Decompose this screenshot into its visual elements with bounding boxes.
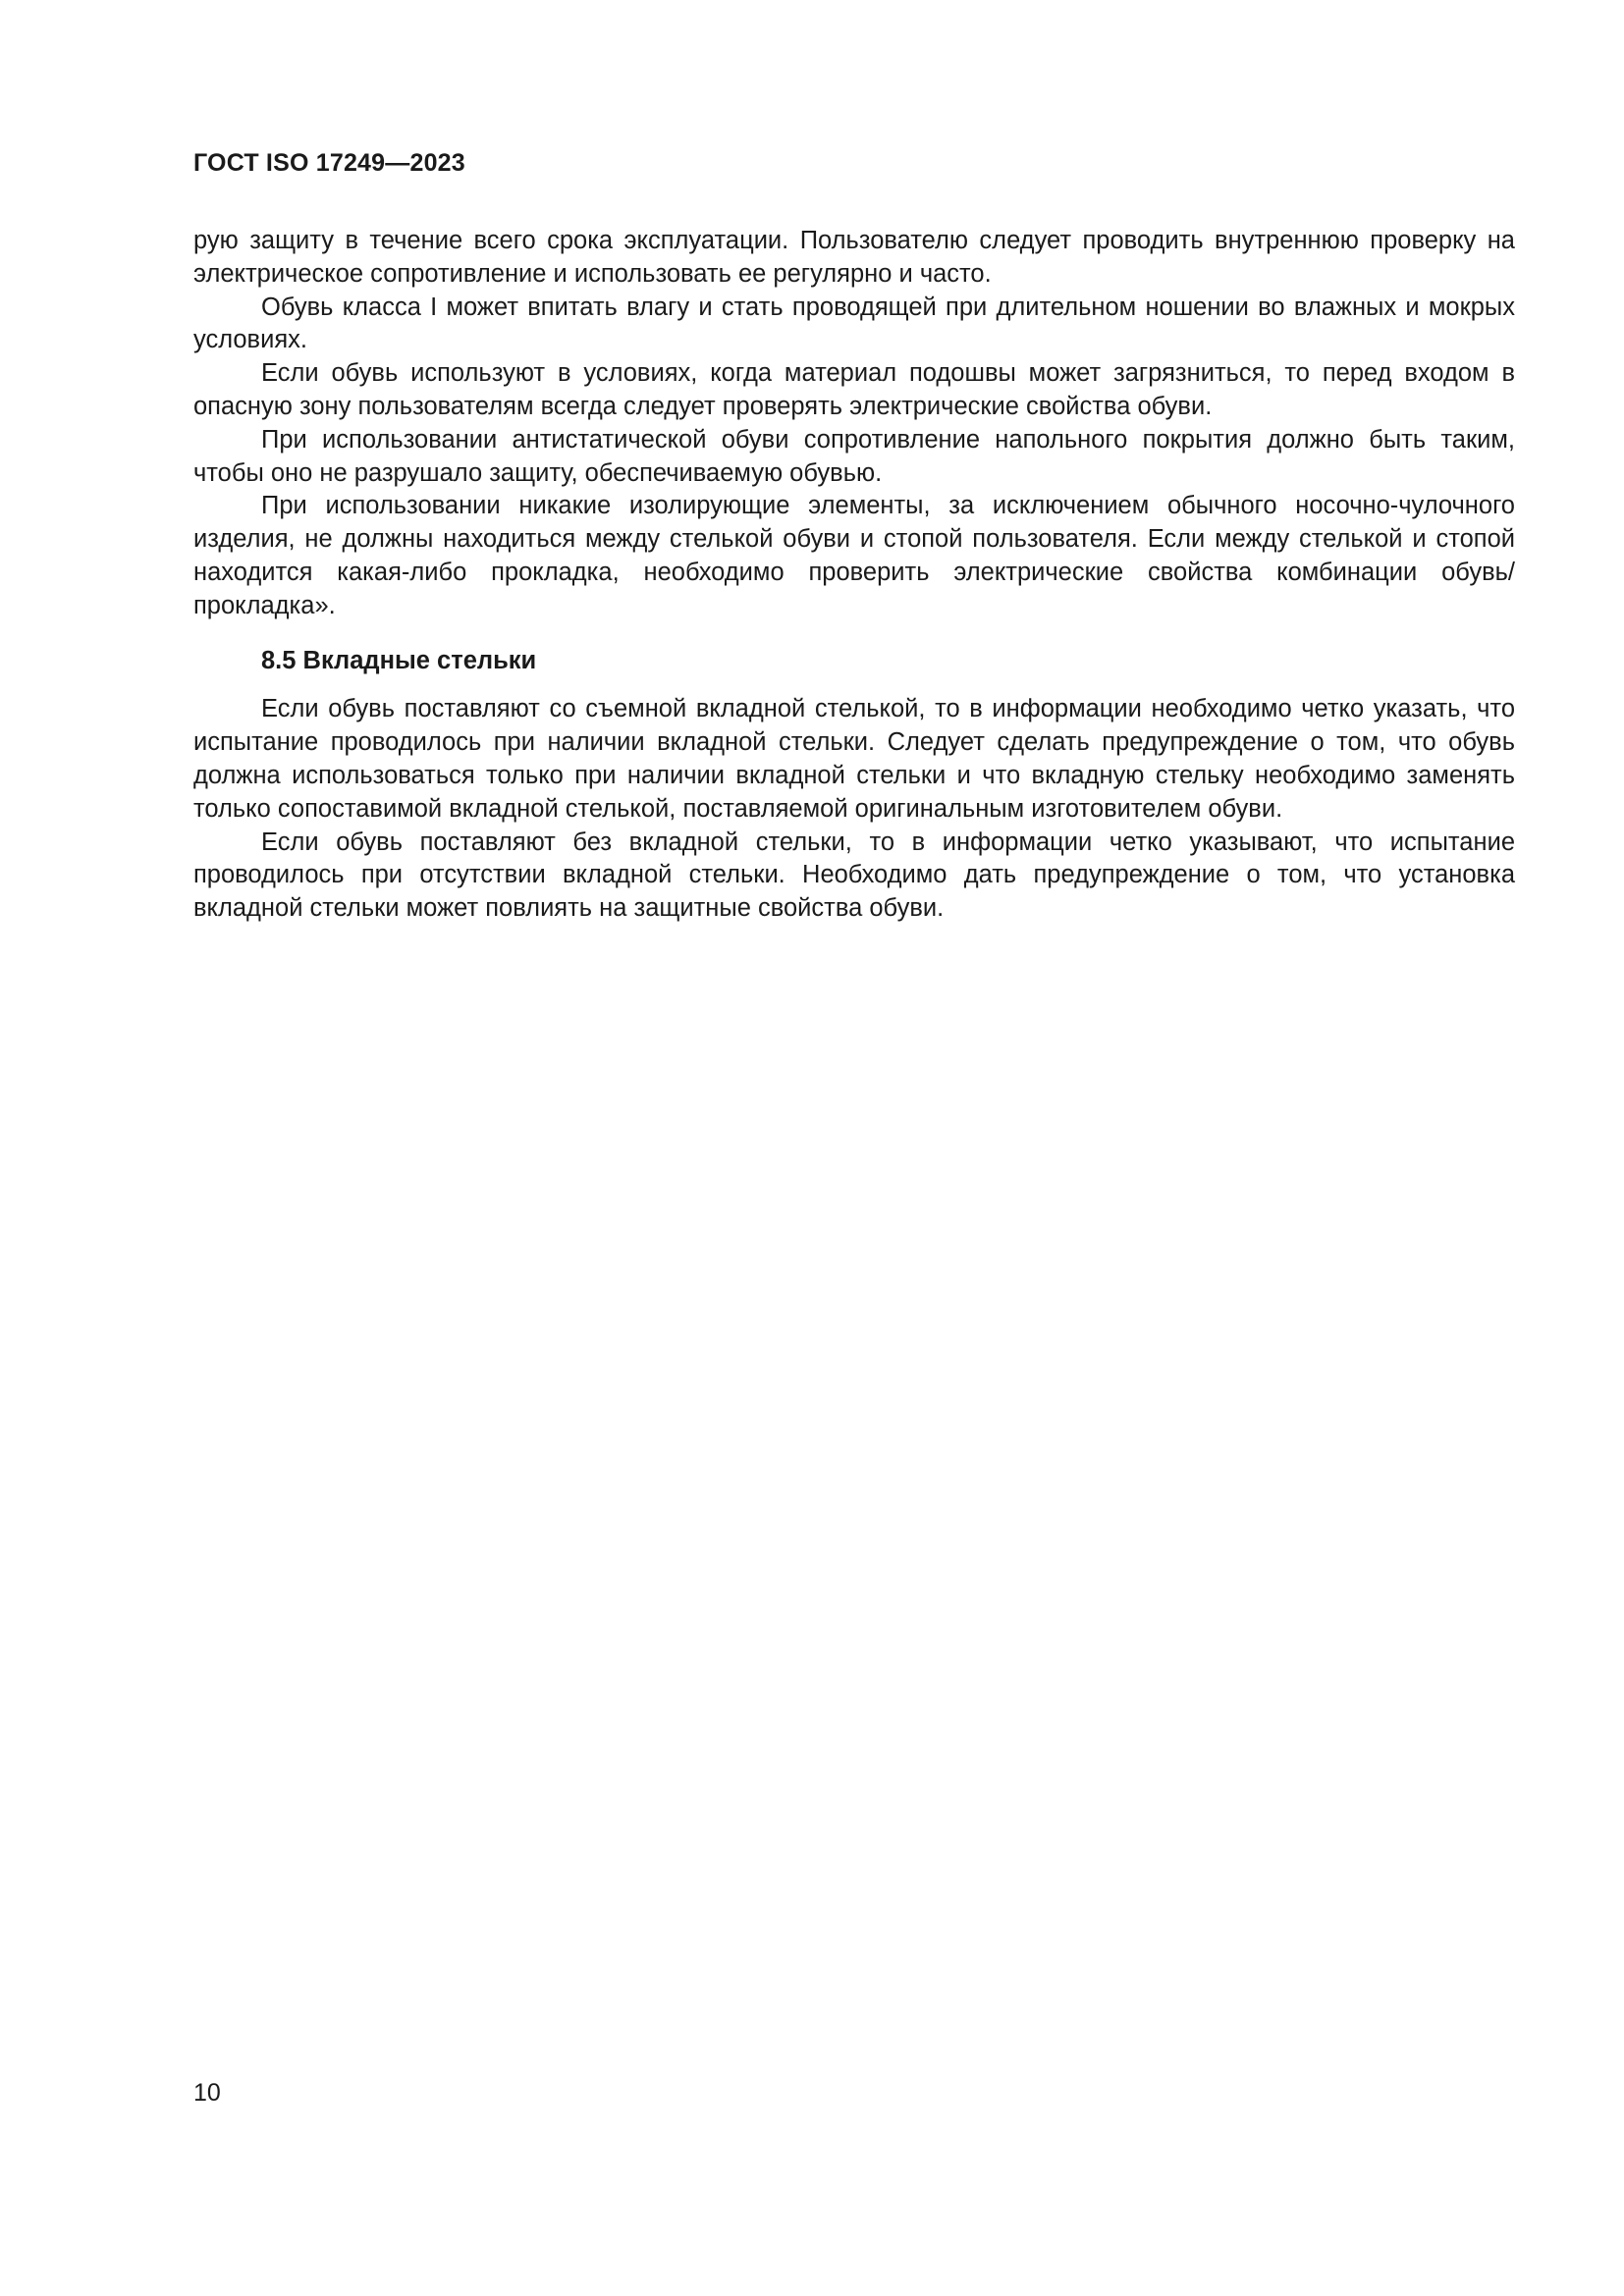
document-body [193, 225, 1515, 926]
body-paragraph-2: Обувь класса I может впитать влагу и стать проводящей при длительном ношении во влажных и мокрых условиях. [193, 293, 1515, 354]
page-number: 10 [193, 2079, 221, 2107]
section-title: 8.5 Вкладные стельки [261, 646, 537, 674]
section-paragraph-1: Если обувь поставляют со съемной вкладной стелькой, то в информации необходимо четко указать, что испытание проводилось при наличии вкладной стельки. Следует сделать предупреждение о том, что обувь должна использоваться только при наличии вкладной стельки и что вкладную стельку необходимо заменять только сопоставимой вкладной стелькой, поставляемой оригинальным изготовителем обуви. [193, 695, 1515, 823]
body-paragraph-5: При использовании никакие изолирующие элементы, за исключением обычного носочно-чулочного изделия, не должны находиться между стелькой обуви и стопой пользователя. Если между стелькой и стопой находится какая-либо прокладка, необходимо проверить электрические свойства комбинации обувь/прокладка». [193, 492, 1515, 619]
body-paragraph-4: При использовании антистатической обуви сопротивление напольного покрытия должно быть таким, чтобы оно не разрушало защиту, обеспечиваемую обувью. [193, 425, 1515, 487]
body-paragraph-1: рую защиту в течение всего срока эксплуатации. Пользователю следует проводить внутреннюю проверку на электрическое сопротивление и использовать ее регулярно и часто. [193, 227, 1515, 288]
document-header: ГОСТ ISO 17249—2023 [193, 149, 465, 177]
body-paragraph-3: Если обувь используют в условиях, когда материал подошвы может загрязниться, то перед входом в опасную зону пользователям всегда следует проверять электрические свойства обуви. [193, 359, 1515, 420]
section-paragraph-2: Если обувь поставляют без вкладной стельки, то в информации четко указывают, что испытание проводилось при отсутствии вкладной стельки. Необходимо дать предупреждение о том, что установка вкладной стельки может повлиять на защитные свойства обуви. [193, 828, 1515, 923]
